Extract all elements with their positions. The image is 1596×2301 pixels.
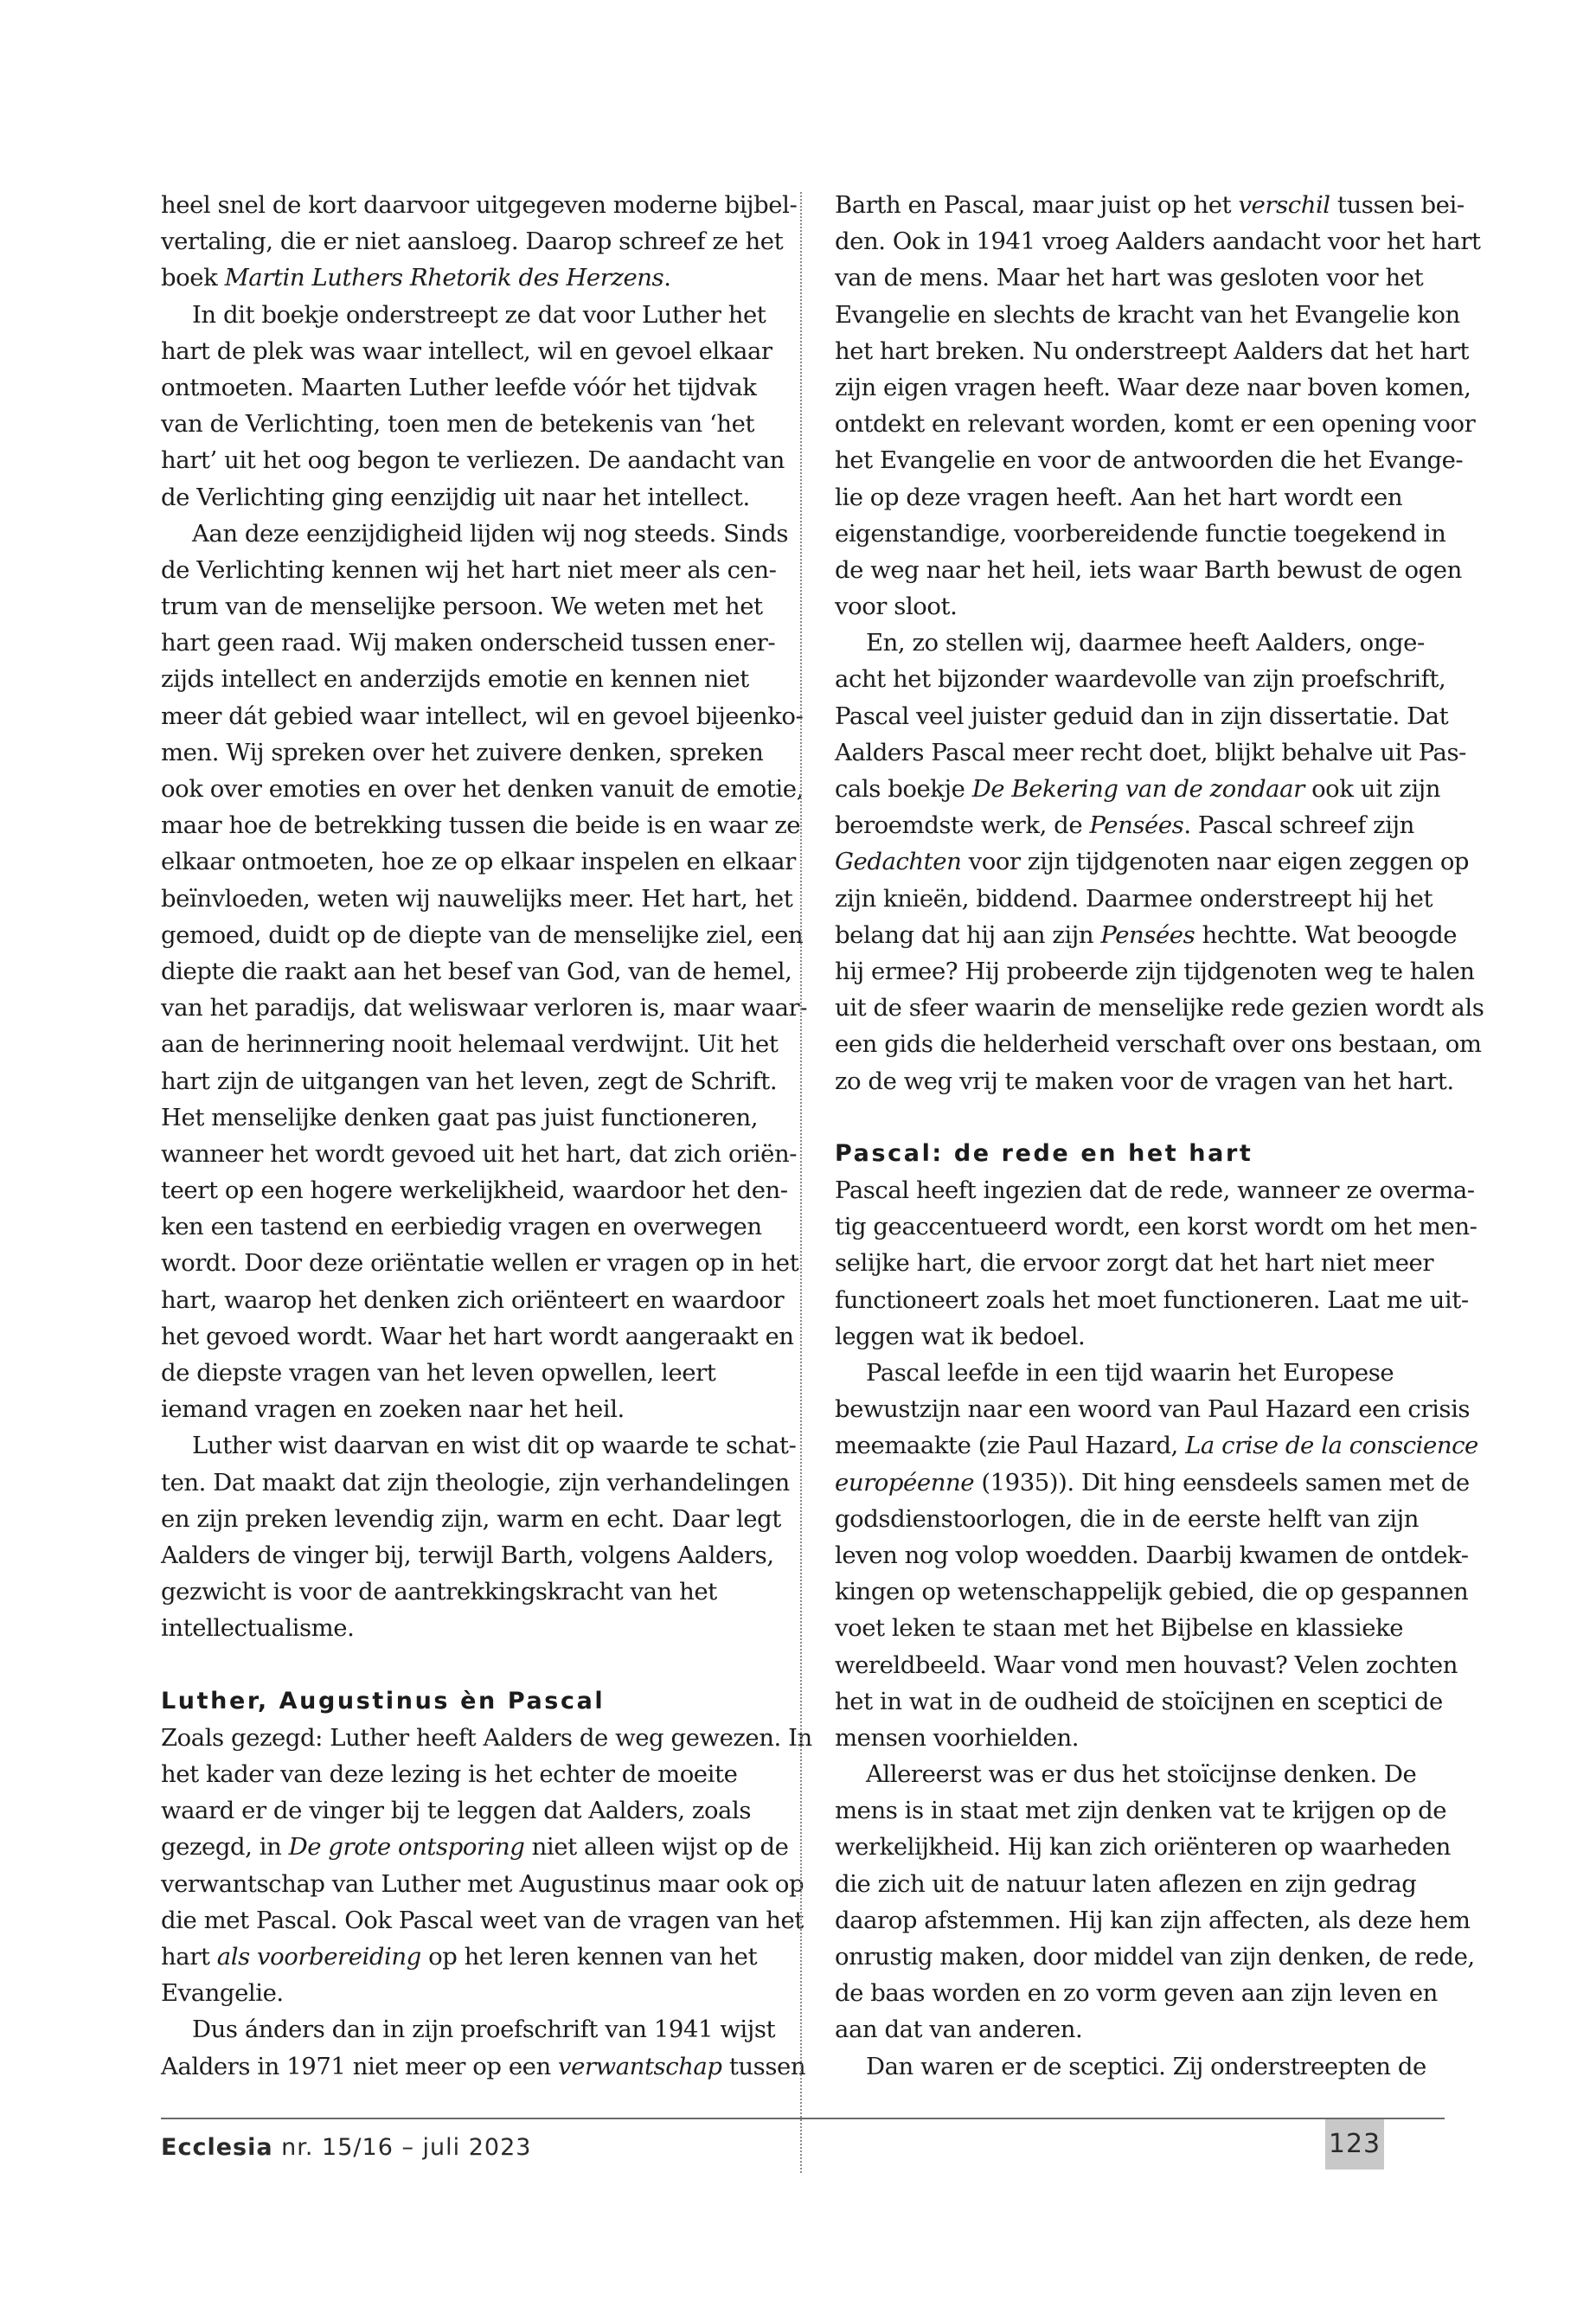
text-line: hart’ uit het oog begon te verliezen. De aandacht van — [161, 446, 785, 475]
text-line: européenne (1935)). Dit hing eensdeels samen met de — [835, 1468, 1470, 1497]
text-line: de diepste vragen van het leven opwellen, leert — [161, 1359, 716, 1387]
text-line: Aalders in 1971 niet meer op een verwantschap tussen — [161, 2052, 806, 2080]
text-line: daarop afstemmen. Hij kan zijn affecten, als deze hem — [835, 1906, 1471, 1934]
footer — [161, 2134, 531, 2161]
text-line: hart de plek was waar intellect, wil en gevoel elkaar — [161, 336, 772, 365]
section-heading: Pascal: de rede en het hart — [835, 1139, 1253, 1167]
text-line: waard er de vinger bij te leggen dat Aalders, zoals — [161, 1797, 752, 1825]
column-divider — [800, 192, 802, 2173]
text-line: ontmoeten. Maarten Luther leefde vóór het tijdvak — [161, 373, 757, 401]
text-line: tig geaccentueerd wordt, een korst wordt om het men- — [835, 1213, 1477, 1241]
text-line: aan dat van anderen. — [835, 2016, 1083, 2044]
book-title: Pensées — [1089, 811, 1184, 840]
text-line: wordt. Door deze oriëntatie wellen er vragen op in het — [161, 1249, 799, 1278]
text-line: vertaling, die er niet aansloeg. Daarop schreef ze het — [161, 228, 784, 256]
text-line: functioneert zoals het moet functioneren. Laat me uit- — [835, 1285, 1469, 1314]
text-line: maar hoe de betrekking tussen die beide is en waar ze — [161, 811, 801, 840]
text-line: zijds intellect en anderzijds emotie en kennen niet — [161, 665, 749, 694]
text-line: werkelijkheid. Hij kan zich oriënteren op waarheden — [835, 1833, 1451, 1862]
text-line: van de Verlichting, toen men de betekenis van ‘het — [161, 410, 755, 439]
text-line: zijn knieën, biddend. Daarmee onderstreept hij het — [835, 884, 1433, 913]
text-line: ontdekt en relevant worden, komt er een opening voor — [835, 410, 1476, 439]
text-line: gezegd, in De grote ontsporing niet alleen wijst op de — [161, 1833, 789, 1862]
text-line: bewustzijn naar een woord van Paul Hazard een crisis — [835, 1395, 1471, 1424]
text-line: intellectualisme. — [161, 1614, 355, 1643]
text-line: ken een tastend en eerbiedig vragen en overwegen — [161, 1213, 762, 1241]
text-line: meemaakte (zie Paul Hazard, La crise de la conscience — [835, 1432, 1478, 1460]
text-line: die zich uit de natuur laten aflezen en zijn gedrag — [835, 1869, 1417, 1898]
text-line: aan de herinnering nooit helemaal verdwijnt. Uit het — [161, 1030, 779, 1059]
text-line: kingen op wetenschappelijk gebied, die op gespannen — [835, 1578, 1469, 1606]
text-line: ook over emoties en over het denken vanuit de emotie, — [161, 775, 804, 803]
text-line: diepte die raakt aan het besef van God, van de hemel, — [161, 957, 792, 985]
footer-rule — [161, 2118, 1445, 2119]
text-line: men. Wij spreken over het zuivere denken, spreken — [161, 738, 764, 766]
book-title: La crise de la conscience — [1185, 1432, 1478, 1460]
text-line: In dit boekje onderstreept ze dat voor Luther het — [192, 300, 766, 329]
emphasis: verwantschap — [558, 2052, 722, 2080]
text-line: onrustig maken, door middel van zijn denken, de rede, — [835, 1943, 1475, 1971]
issue-info: nr. 15/16 – juli 2023 — [272, 2134, 532, 2161]
book-title: Martin Luthers Rhetorik des Herzens — [224, 264, 664, 292]
text-line: van de mens. Maar het hart was gesloten voor het — [835, 264, 1424, 292]
text-line: hart als voorbereiding op het leren kennen van het — [161, 1943, 758, 1971]
text-line: een gids die helderheid verschaft over ons bestaan, om — [835, 1030, 1482, 1059]
text-line: wereldbeeld. Waar vond men houvast? Velen zochten — [835, 1650, 1458, 1679]
right-column — [835, 187, 1484, 2085]
text-line: gemoed, duidt op de diepte van de menselijke ziel, een — [161, 920, 804, 949]
text-line: Evangelie en slechts de kracht van het Evangelie kon — [835, 300, 1460, 329]
text-line: beïnvloeden, weten wij nauwelijks meer. Het hart, het — [161, 884, 793, 913]
text-line: meer dát gebied waar intellect, wil en gevoel bijeenko- — [161, 702, 804, 730]
book-title: De grote ontsporing — [288, 1833, 525, 1862]
text-line: wanneer het wordt gevoed uit het hart, dat zich oriën- — [161, 1139, 798, 1168]
emphasis: verschil — [1238, 191, 1330, 219]
paragraph-gap — [161, 1647, 766, 1683]
text-line: het gevoed wordt. Waar het hart wordt aangeraakt en — [161, 1322, 794, 1350]
text-line: Aalders Pascal meer recht doet, blijkt behalve uit Pas- — [835, 738, 1466, 766]
text-line: de baas worden en zo vorm geven aan zijn leven en — [835, 1979, 1438, 2008]
text-line: Pascal leefde in een tijd waarin het Europese — [866, 1359, 1394, 1387]
text-line: Pascal heeft ingezien dat de rede, wanneer ze overma- — [835, 1176, 1475, 1205]
text-line: het hart breken. Nu onderstreept Aalders dat het hart — [835, 336, 1469, 365]
text-line: Evangelie. — [161, 1979, 284, 2008]
text-line: elkaar ontmoeten, hoe ze op elkaar inspelen en elkaar — [161, 848, 796, 876]
text-line: belang dat hij aan zijn Pensées hechtte. Wat beoogde — [835, 920, 1458, 949]
left-column — [161, 187, 812, 2085]
text-line: den. Ook in 1941 vroeg Aalders aandacht voor het hart — [835, 228, 1481, 256]
text-line: gezwicht is voor de aantrekkingskracht van het — [161, 1578, 717, 1606]
text-line: Het menselijke denken gaat pas juist functioneren, — [161, 1103, 759, 1131]
text-line: En, zo stellen wij, daarmee heeft Aalders, onge- — [866, 629, 1425, 657]
text-line: acht het bijzonder waardevolle van zijn proefschrift, — [835, 665, 1446, 694]
text-line: iemand vragen en zoeken naar het heil. — [161, 1395, 625, 1424]
book-title: européenne — [835, 1468, 975, 1497]
text-line: beroemdste werk, de Pensées. Pascal schreef zijn — [835, 811, 1414, 840]
text-line: hij ermee? Hij probeerde zijn tijdgenoten weg te halen — [835, 957, 1475, 985]
text-line: Barth en Pascal, maar juist op het verschil tussen bei- — [835, 191, 1465, 219]
text-line: leven nog volop woedden. Daarbij kwamen de ontdek- — [835, 1541, 1469, 1569]
text-line: selijke hart, die ervoor zorgt dat het hart niet meer — [835, 1249, 1434, 1278]
text-line: mens is in staat met zijn denken vat te krijgen op de — [835, 1797, 1447, 1825]
text-line: lie op deze vragen heeft. Aan het hart wordt een — [835, 483, 1403, 511]
text-line: Zoals gezegd: Luther heeft Aalders de weg gewezen. In — [161, 1723, 812, 1752]
text-line: zo de weg vrij te maken voor de vragen van het hart. — [835, 1067, 1454, 1095]
emphasis: als voorbereiding — [216, 1943, 421, 1971]
text-line: cals boekje De Bekering van de zondaar ook uit zijn — [835, 775, 1441, 803]
text-line: verwantschap van Luther met Augustinus maar ook op — [161, 1869, 804, 1898]
text-line: het in wat in de oudheid de stoïcijnen en sceptici de — [835, 1687, 1443, 1715]
text-line: teert op een hogere werkelijkheid, waardoor het den- — [161, 1176, 788, 1205]
text-line: leggen wat ik bedoel. — [835, 1322, 1086, 1350]
text-line: Dus ánders dan in zijn proefschrift van 1941 wijst — [192, 2016, 776, 2044]
journal-name: Ecclesia — [161, 2134, 273, 2161]
text-line: zijn eigen vragen heeft. Waar deze naar boven komen, — [835, 373, 1471, 401]
text-line: de Verlichting ging eenzijdig uit naar het intellect. — [161, 483, 750, 511]
text-line: en zijn preken levendig zijn, warm en echt. Daar legt — [161, 1504, 781, 1533]
text-line: het Evangelie en voor de antwoorden die het Evange- — [835, 446, 1464, 475]
book-title: De Bekering van de zondaar — [971, 775, 1304, 803]
text-line: uit de sfeer waarin de menselijke rede gezien wordt als — [835, 994, 1484, 1022]
text-line: eigenstandige, voorbereidende functie toegekend in — [835, 519, 1446, 548]
text-line: hart zijn de uitgangen van het leven, zegt de Schrift. — [161, 1067, 778, 1095]
text-line: voet leken te staan met het Bijbelse en klassieke — [835, 1614, 1404, 1643]
text-line: Aan deze eenzijdigheid lijden wij nog steeds. Sinds — [192, 519, 788, 548]
paragraph-gap — [835, 1099, 1445, 1136]
text-line: Dan waren er de sceptici. Zij onderstreepten de — [866, 2052, 1426, 2080]
book-title: Pensées — [1100, 920, 1195, 949]
text-line: de Verlichting kennen wij het hart niet meer als cen- — [161, 555, 777, 584]
book-title: Gedachten — [835, 848, 962, 876]
text-line: die met Pascal. Ook Pascal weet van de vragen van het — [161, 1906, 804, 1934]
text-line: het kader van deze lezing is het echter de moeite — [161, 1760, 738, 1789]
text-line: boek Martin Luthers Rhetorik des Herzens. — [161, 264, 671, 292]
text-line: godsdienstoorlogen, die in de eerste helft van zijn — [835, 1504, 1419, 1533]
text-line: mensen voorhielden. — [835, 1723, 1080, 1752]
text-line: Pascal veel juister geduid dan in zijn dissertatie. Dat — [835, 702, 1449, 730]
text-line: trum van de menselijke persoon. We weten met het — [161, 593, 763, 621]
text-line: Allereerst was er dus het stoïcijnse denken. De — [866, 1760, 1417, 1789]
text-line: ten. Dat maakt dat zijn theologie, zijn verhandelingen — [161, 1468, 790, 1497]
text-line: Gedachten voor zijn tijdgenoten naar eigen zeggen op — [835, 848, 1470, 876]
text-line: Aalders de vinger bij, terwijl Barth, volgens Aalders, — [161, 1541, 774, 1569]
text-line: van het paradijs, dat weliswaar verloren is, maar waar- — [161, 994, 808, 1022]
text-line: de weg naar het heil, iets waar Barth bewust de ogen — [835, 555, 1462, 584]
text-line: heel snel de kort daarvoor uitgegeven moderne bijbel- — [161, 191, 798, 219]
text-line: voor sloot. — [835, 593, 958, 621]
text-line: hart geen raad. Wij maken onderscheid tussen ener- — [161, 629, 776, 657]
text-line: hart, waarop het denken zich oriënteert en waardoor — [161, 1285, 785, 1314]
text-line: Luther wist daarvan en wist dit op waarde te schat- — [192, 1432, 797, 1460]
page-number: 123 — [1325, 2119, 1384, 2170]
section-heading: Luther, Augustinus èn Pascal — [161, 1687, 606, 1715]
